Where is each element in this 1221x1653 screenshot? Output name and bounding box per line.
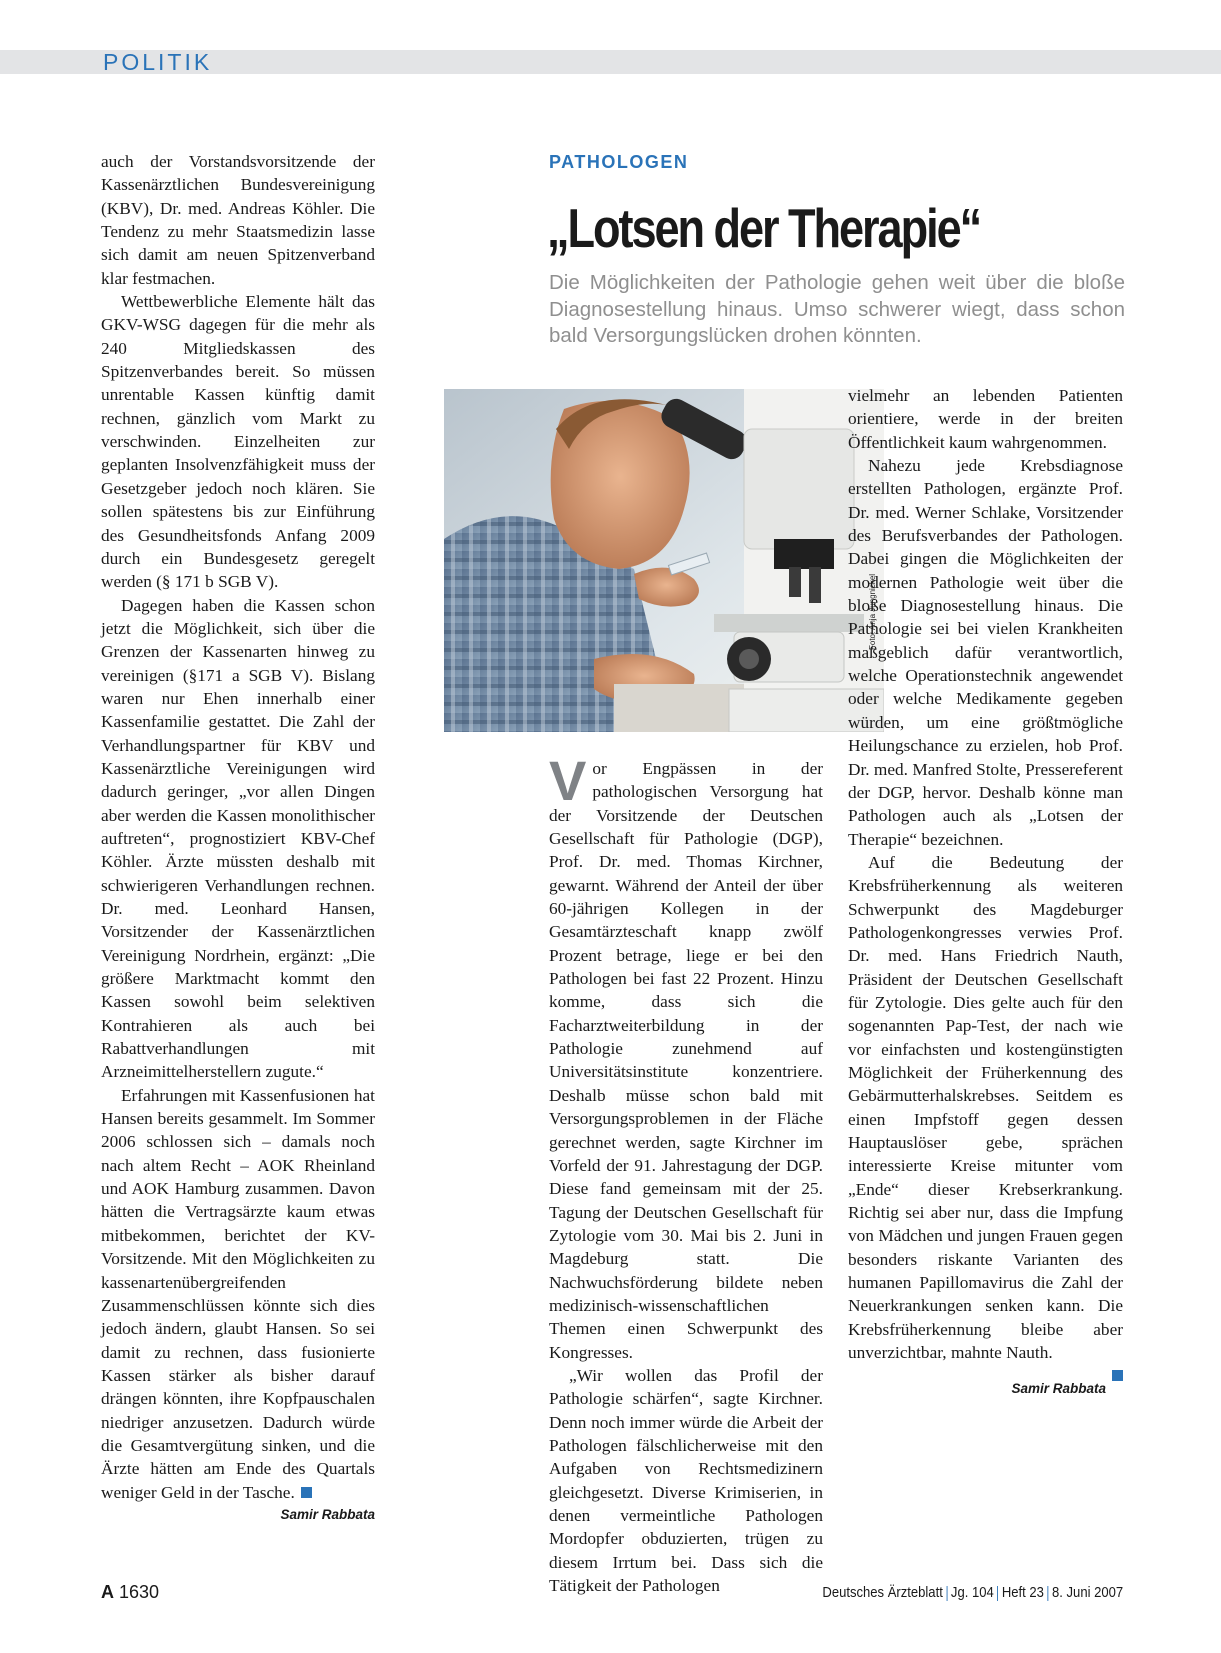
article-lead: Die Möglichkeiten der Pathologie gehen weit über die bloße Diagnosestellung hinaus. Umso schwerer wiegt, dass schon bald Versorgungslücken drohen könnten. [549, 271, 1125, 347]
paragraph: Dagegen haben die Kassen schon jetzt die Möglichkeit, sich über die Grenzen der Kassenarten hinweg zu vereinigen (§171 a SGB V). Bislang waren nur Ehen innerhalb einer Kassenfamilie gestattet. Die Zahl der Verhandlungspartner für KBV und Kassenärztliche Vereinigungen wird dadurch geringer, „vor allen Dingen aber werden die Kassen monolithischer auftreten“, prognostiziert KBV-Chef Köhler. Ärzte müssten deshalb mit schwierigeren Verhandlungen rechnen. Dr. med. Leonhard Hansen, Vorsitzender der Kassenärztlichen Vereinigung Nordrhein, ergänzt: „Die größere Marktmacht kommt den Kassen sowohl beim selektiven Kontrahieren als auch bei Rabattverhandlungen mit Arzneimittelherstellern zugute.“ [101, 595, 375, 1082]
column-middle [549, 749, 823, 1597]
journal-volume: Jg. 104 [950, 1585, 994, 1601]
paragraph: vielmehr an lebenden Patienten orientiere, werde in der breiten Öffentlichkeit kaum wahrgenommen. [848, 386, 1123, 452]
paragraph-text: Erfahrungen mit Kassenfusionen hat Hansen bereits gesammelt. Im Sommer 2006 schlossen sich – damals noch nach altem Recht – AOK Rheinland und AOK Hamburg zusammen. Davon hätten die Vertragsärzte kaum etwas mitbekommen, berichtet der KV-Vorsitzende. Mit den Möglichkeiten zu kassenartenübergreifenden Zusammenschlüssen könnte sich dies jedoch ändern, glaubt Hansen. So sei damit zu rechnen, dass fusionierte Kassen stärker als bisher darauf drängen könnten, ihre Kopfpauschalen niedriger anzusetzen. Dadurch würde die Gesamtvergütung sinken, und die Ärzte hätten am Ende des Quartals weniger Geld in der Tasche. [101, 1085, 375, 1502]
separator [1047, 1586, 1048, 1601]
paragraph [101, 1084, 375, 1504]
page-number [101, 1582, 159, 1603]
journal-issue: Heft 23 [1001, 1585, 1044, 1601]
paragraph: „Wir wollen das Profil der Pathologie schärfen“, sagte Kirchner. Denn noch immer würde die Arbeit der Pathologen fälschlicherweise mit den Aufgaben von Rechtsmedizinern gleichgesetzt. Diverse Krimiserien, in denen vermeintliche Pathologen Mordopfer obduzierten, trügen zu diesem Irrtum bei. Dass sich die Tätigkeit der Pathologen [549, 1365, 823, 1596]
photo-credit: Foto: Anja Jungnickel [868, 573, 877, 650]
drop-cap: V [549, 749, 587, 812]
end-mark-icon [301, 1487, 312, 1498]
separator [946, 1586, 947, 1601]
paragraph: Nahezu jede Krebsdiagnose erstellten Pathologen, ergänzte Prof. Dr. med. Werner Schlake, Vorsitzender des Berufsverbandes der Pathologen. Dabei gingen die Möglichkeiten der modernen Pathologie weit über die bloße Diagnosestellung hinaus. Die Pathologie sei bei vielen Krankheiten maßgeblich dafür verantwortlich, welche Operationstechnik angewendet oder welche Medikamente gegeben würden, um eine größtmögliche Heilungschance zu erzielen, hob Prof. Dr. med. Manfred Stolte, Pressereferent der DGP, hervor. Deshalb könne man Pathologen auch als „Lotsen der Therapie“ bezeichnen. [848, 456, 1123, 849]
article-rubric: PATHOLOGEN [549, 152, 689, 172]
separator [997, 1586, 998, 1601]
paragraph: Auf die Bedeutung der Krebsfrüherkennung als weiteren Schwerpunkt des Magdeburger Pathologenkongresses verwies Prof. Dr. med. Hans Friedrich Nauth, Präsident der Deutschen Gesellschaft für Zytologie. Dies gelte auch für den sogenannten Pap-Test, der nach wie vor einfachsten und kostengünstigten Möglichkeit der Früherkennung des Gebärmutterhalskrebses. Seitdem es einen Impfstoff gegen dessen Hauptauslöser gebe, sprächen interessierte Kreise mitunter vom „Ende“ dieser Krebserkrankung. Richtig sei aber nur, dass die Impfung von Mädchen und jungen Frauen gegen besonders riskante Varianten des humanen Papillomavirus die Zahl der Neuerkrankungen senken kann. Die Krebsfrüherkennung bleibe aber unverzichtbar, mahnte Nauth. [848, 852, 1123, 1363]
journal-name: Deutsches Ärzteblatt [822, 1585, 943, 1601]
journal-date: 8. Juni 2007 [1051, 1585, 1123, 1601]
page-prefix: A [101, 1582, 114, 1602]
paragraph: auch der Vorstandsvorsitzende der Kassenärztlichen Bundesvereinigung (KBV), Dr. med. Andreas Köhler. Die Tendenz zu mehr Staatsmedizin lasse sich damit am neuen Spitzenverband klar festmachen. [101, 152, 375, 288]
column-right [848, 384, 1123, 1398]
article-headline: „Lotsen der Therapie“ [547, 197, 981, 259]
page-number-value: 1630 [119, 1582, 160, 1602]
column-left [101, 150, 375, 1524]
author-byline: Samir Rabbata [1011, 1381, 1106, 1397]
paragraph: Wettbewerbliche Elemente hält das GKV-WSG dagegen für die mehr als 240 Mitgliedskassen des Spitzenverbandes bereit. So müssen unrentable Kassen künftig damit rechnen, gänzlich vom Markt zu verschwinden. Einzelheiten zur geplanten Insolvenzfähigkeit muss der Gesetzgeber jedoch noch klären. Sie sollen spätestens bis zur Einführung des Gesundheitsfonds Anfang 2009 durch ein Bundesgesetz geregelt werden (§ 171 b SGB V). [101, 292, 375, 592]
paragraph: or Engpässen in der pathologischen Versorgung hat der Vorsitzende der Deutschen Gesellschaft für Pathologie (DGP), Prof. Dr. med. Thomas Kirchner, gewarnt. Während der Anteil der über 60-jährigen Kollegen in der Gesamtärzteschaft knapp zwölf Prozent betrage, liege er bei den Pathologen bei fast 22 Prozent. Hinzu komme, dass sich die Facharztweiterbildung in der Pathologie zunehmend auf Universitätsinstitute konzentriere. Deshalb müsse schon bald mit Versorgungsproblemen in der Fläche gerechnet werden, sagte Kirchner im Vorfeld der 91. Jahrestagung der DGP. Diese fand gemeinsam mit der 25. Tagung der Deutschen Gesellschaft für Zytologie vom 30. Mai bis 2. Juni in Magdeburg statt. Die Nachwuchsförderung bildete neben medizinisch-wissenschaftlichen Themen einen Schwerpunkt des Kongresses. [549, 759, 823, 1362]
section-label: POLITIK [103, 49, 213, 75]
end-mark-row [848, 1364, 1123, 1378]
publication-info [822, 1585, 1123, 1601]
end-mark-icon [1112, 1370, 1123, 1381]
article-photo [444, 389, 884, 732]
pathologist-microscope-image [444, 389, 884, 732]
author-byline: Samir Rabbata [280, 1506, 375, 1522]
